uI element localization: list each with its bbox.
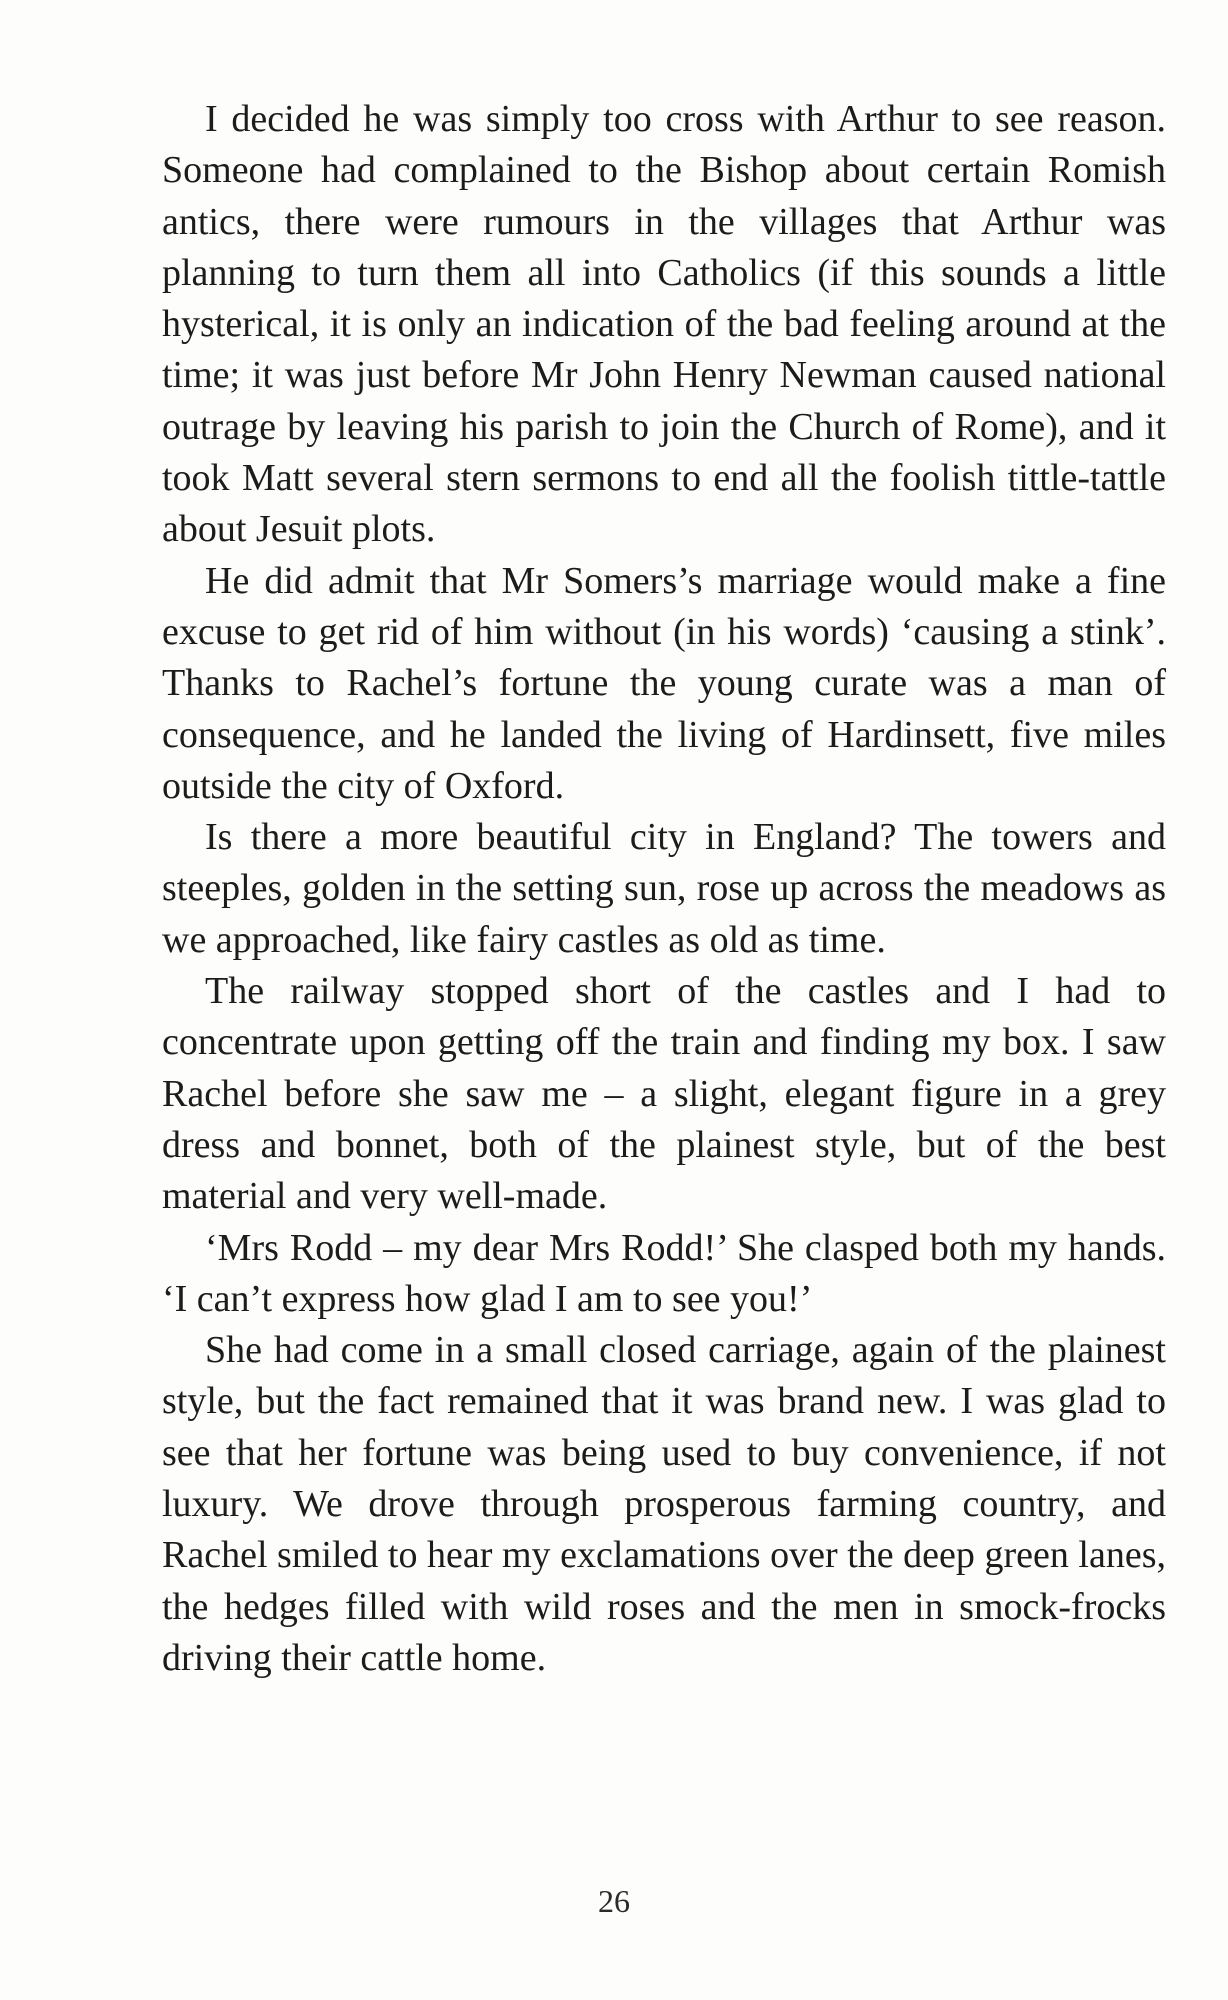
paragraph: ‘Mrs Rodd – my dear Mrs Rodd!’ She clasped both my hands. ‘I can’t express how glad I am to see you!’ <box>162 1226 1166 1320</box>
paragraph: I decided he was simply too cross with Arthur to see reason. Someone had complained to the Bishop about certain Romish antics, there were rumours in the villages that Arthur was planning to turn them all into Catholics (if this sounds a little hysterical, it is only an indication of the bad feeling around at the time; it was just before Mr John Henry Newman caused national outrage by leaving his parish to join the Church of Rome), and it took Matt several stern sermons to end all the foolish tittle-tattle about Jesuit plots. <box>162 98 1166 551</box>
paragraph: The railway stopped short of the castles and I had to concentrate upon getting off the train and finding my box. I saw Rachel before she saw me – a slight, elegant figure in a grey dress and bonnet, both of the plainest style, but of the best material and very well-made. <box>162 970 1166 1218</box>
page-number: 26 <box>598 1883 630 1919</box>
paragraph: He did admit that Mr Somers’s marriage would make a fine excuse to get rid of him without (in his words) ‘causing a stink’. Thanks to Rachel’s fortune the young curate was a man of consequence, and he landed the living of Hardinsett, five miles outside the city of Oxford. <box>162 559 1166 807</box>
paragraph: She had come in a small closed carriage, again of the plainest style, but the fact remained that it was brand new. I was glad to see that her fortune was being used to buy convenience, if not luxury. We drove through prosperous farming country, and Rachel smiled to hear my exclamations over the deep green lanes, the hedges filled with wild roses and the men in smock-frocks driving their cattle home. <box>162 1329 1166 1679</box>
paragraph: Is there a more beautiful city in England? The towers and steeples, golden in the setting sun, rose up across the meadows as we approached, like fairy castles as old as time. <box>162 816 1166 961</box>
body-text <box>162 94 1166 1684</box>
